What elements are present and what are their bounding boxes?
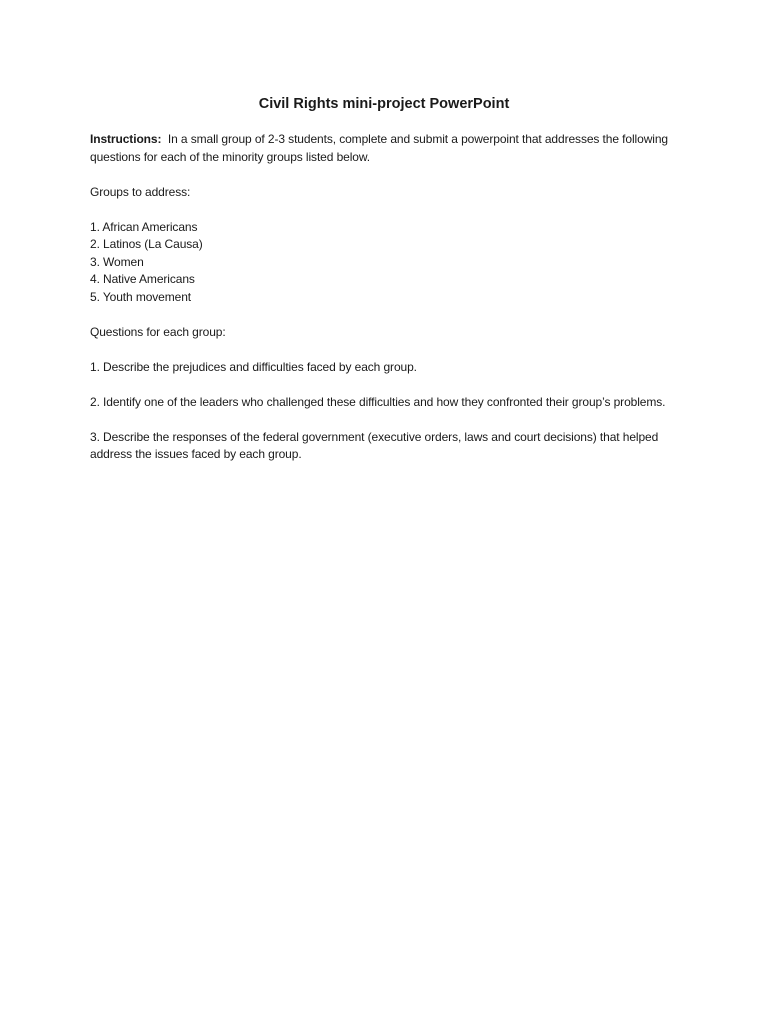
questions-heading: Questions for each group:	[90, 324, 226, 339]
instructions-paragraph	[90, 131, 680, 166]
group-item-youth-movement: 5. Youth movement	[90, 289, 192, 304]
spacer	[90, 201, 680, 219]
spacer	[90, 306, 680, 324]
document-title: Civil Rights mini-project PowerPoint	[258, 96, 510, 112]
question-item-federal-responses: 3. Describe the responses of the federal government (executive orders, laws and court decisions) that helped address the issues faced by each group.	[90, 429, 659, 461]
spacer	[90, 411, 680, 429]
instructions-label: Instructions:	[90, 132, 162, 146]
question-item-leaders: 2. Identify one of the leaders who challenged these difficulties and how they confronted their group’s problems.	[90, 394, 666, 409]
group-item-native-americans: 4. Native Americans	[90, 272, 195, 286]
group-item-african-americans: 1. African Americans	[90, 219, 198, 234]
spacer	[90, 341, 680, 359]
groups-heading: Groups to address:	[90, 184, 191, 199]
spacer	[90, 166, 680, 184]
group-item-women: 3. Women	[90, 254, 144, 269]
instructions-text: In a small group of 2-3 students, complete and submit a powerpoint that addresses the following questions for each of the minority groups listed below.	[90, 132, 672, 164]
document-body	[90, 131, 680, 464]
question-item-prejudices: 1. Describe the prejudices and difficulties faced by each group.	[90, 359, 417, 374]
groups-list	[90, 219, 680, 307]
group-item-latinos: 2. Latinos (La Causa)	[90, 237, 203, 251]
spacer	[90, 376, 680, 394]
